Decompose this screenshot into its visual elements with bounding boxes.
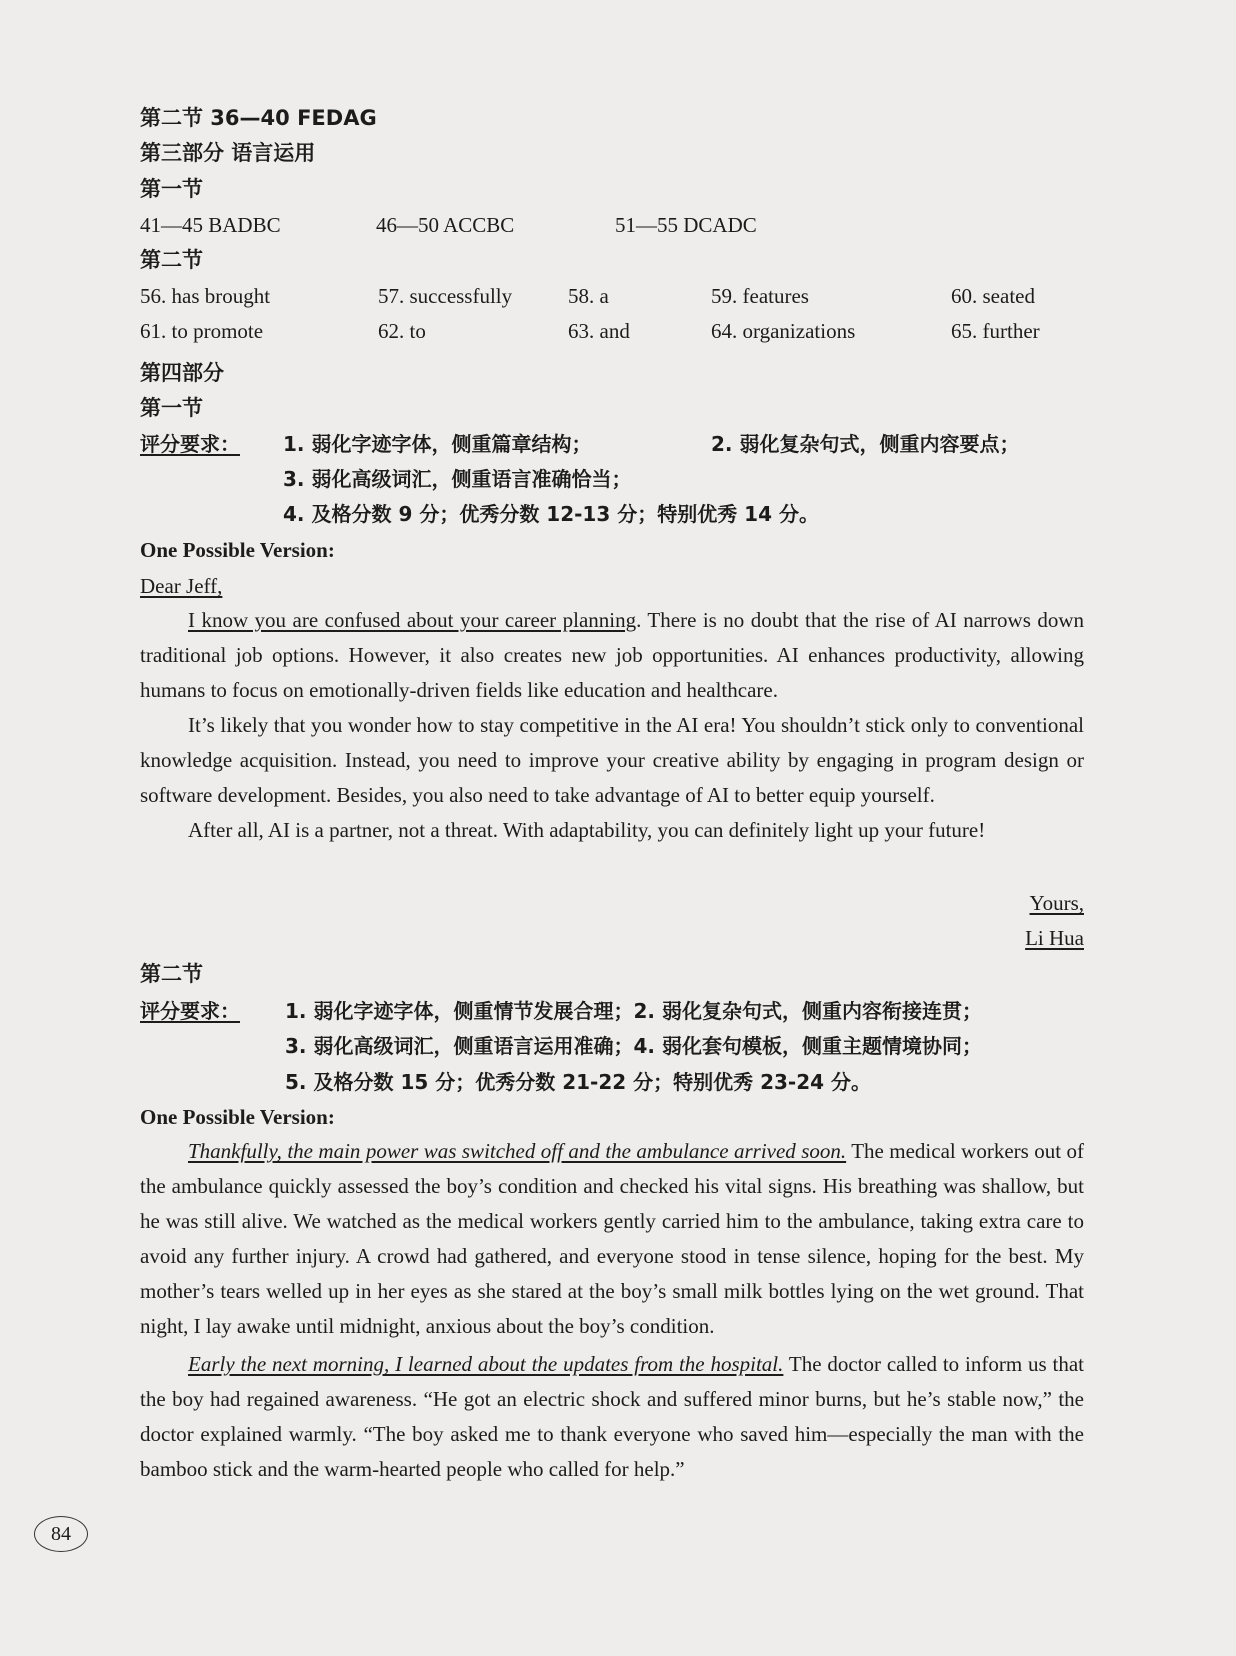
fill-answer-56: 56. has brought [140,284,271,308]
letter-greeting: Dear Jeff, [140,574,223,598]
fill-answer-65: 65. further [951,319,1040,343]
fill-answer-58: 58. a [568,284,609,308]
fill-answer-64: 64. organizations [711,319,856,343]
fill-answer-63: 63. and [568,319,630,343]
part2-section2-answers: 第二节 36—40 FEDAG [140,106,377,130]
part4-section2-heading: 第二节 [140,962,203,986]
fill-answer-57: 57. successfully [378,284,513,308]
letter-body [140,603,1084,848]
rubric1-item-1: 1. 弱化字迹字体，侧重篇章结构； [283,432,592,456]
part3-section1-heading: 第一节 [140,177,203,201]
rubric1-item-2: 2. 弱化复杂句式，侧重内容要点； [711,432,1020,456]
part3-title: 第三部分 语言运用 [140,141,316,165]
fill-answer-60: 60. seated [951,284,1035,308]
letter-paragraph-2: It’s likely that you wonder how to stay competitive in the AI era! You shouldn’t stick only to conventional knowledge acquisition. Instead, you need to improve your creative ability by engaging in program design or software development. Besides, you also need to take advantage of AI to better equip yourself. [140,713,1084,807]
mc-answers-51-55: 51—55 DCADC [615,213,757,237]
rubric1-item-3: 3. 弱化高级词汇，侧重语言准确恰当； [283,467,632,491]
fill-answer-61: 61. to promote [140,319,264,343]
letter-paragraph-1 [140,603,1084,708]
part3-section2-heading: 第二节 [140,248,203,272]
rubric-label-1: 评分要求： [140,432,240,456]
letter-topic-sentence: I know you are confused about your career planning [188,608,637,632]
part4-section1-heading: 第一节 [140,396,203,420]
letter-signature: Li Hua [1025,926,1084,950]
rubric2-line-3: 5. 及格分数 15 分；优秀分数 21-22 分；特别优秀 23-24 分。 [285,1070,872,1094]
story-paragraph-1-rest: The medical workers out of the ambulance quickly assessed the boy’s condition and checked his vital signs. His breathing was shallow, but he was still alive. We watched as the medical workers gently carried him to the ambulance, taking extra care to avoid any further injury. A crowd had gathered, and everyone stood in tense silence, hoping for the best. My mother’s tears welled up in her eyes as she stared at the boy’s small milk bottles lying on the wet ground. That night, I lay awake until midnight, anxious about the boy’s condition. [140,1139,1084,1338]
letter-paragraph-3: After all, AI is a partner, not a threat. With adaptability, you can definitely light up your future! [188,818,986,842]
story-paragraph-1 [140,1134,1084,1344]
mc-answers-46-50: 46—50 ACCBC [376,213,515,237]
rubric-label-2: 评分要求： [140,999,240,1023]
story-lead-sentence-2: Early the next morning, I learned about the updates from the hospital. [188,1352,784,1376]
fill-answer-59: 59. features [711,284,809,308]
rubric2-line-1: 1. 弱化字迹字体，侧重情节发展合理；2. 弱化复杂句式，侧重内容衔接连贯； [285,999,982,1023]
version-label-2: One Possible Version: [140,1105,335,1129]
fill-answer-62: 62. to [378,319,426,343]
story-lead-sentence-1: Thankfully, the main power was switched off and the ambulance arrived soon. [188,1139,847,1163]
story-paragraph-2 [140,1347,1084,1487]
mc-answers-41-45: 41—45 BADBC [140,213,281,237]
part4-title: 第四部分 [140,361,224,385]
rubric2-line-2: 3. 弱化高级词汇，侧重语言运用准确；4. 弱化套句模板，侧重主题情境协同； [285,1034,982,1058]
story-paragraph-2-rest: The doctor called to inform us that the boy had regained awareness. “He got an electric shock and suffered minor burns, but he’s stable now,” the doctor explained warmly. “The boy asked me to thank everyone who saved him—especially the man with the bamboo stick and the warm-hearted people who called for help.” [140,1352,1084,1481]
rubric1-item-4: 4. 及格分数 9 分；优秀分数 12-13 分；特别优秀 14 分。 [283,502,819,526]
story-body [140,1134,1084,1487]
letter-closing: Yours, [1029,891,1084,915]
letter-paragraph-1-rest: . There is no doubt that the rise of AI narrows down traditional job options. However, it also creates new job opportunities. AI enhances productivity, allowing humans to focus on emotionally-driven fields like education and healthcare. [140,608,1084,702]
page-number: 84 [34,1516,88,1552]
version-label-1: One Possible Version: [140,538,335,562]
